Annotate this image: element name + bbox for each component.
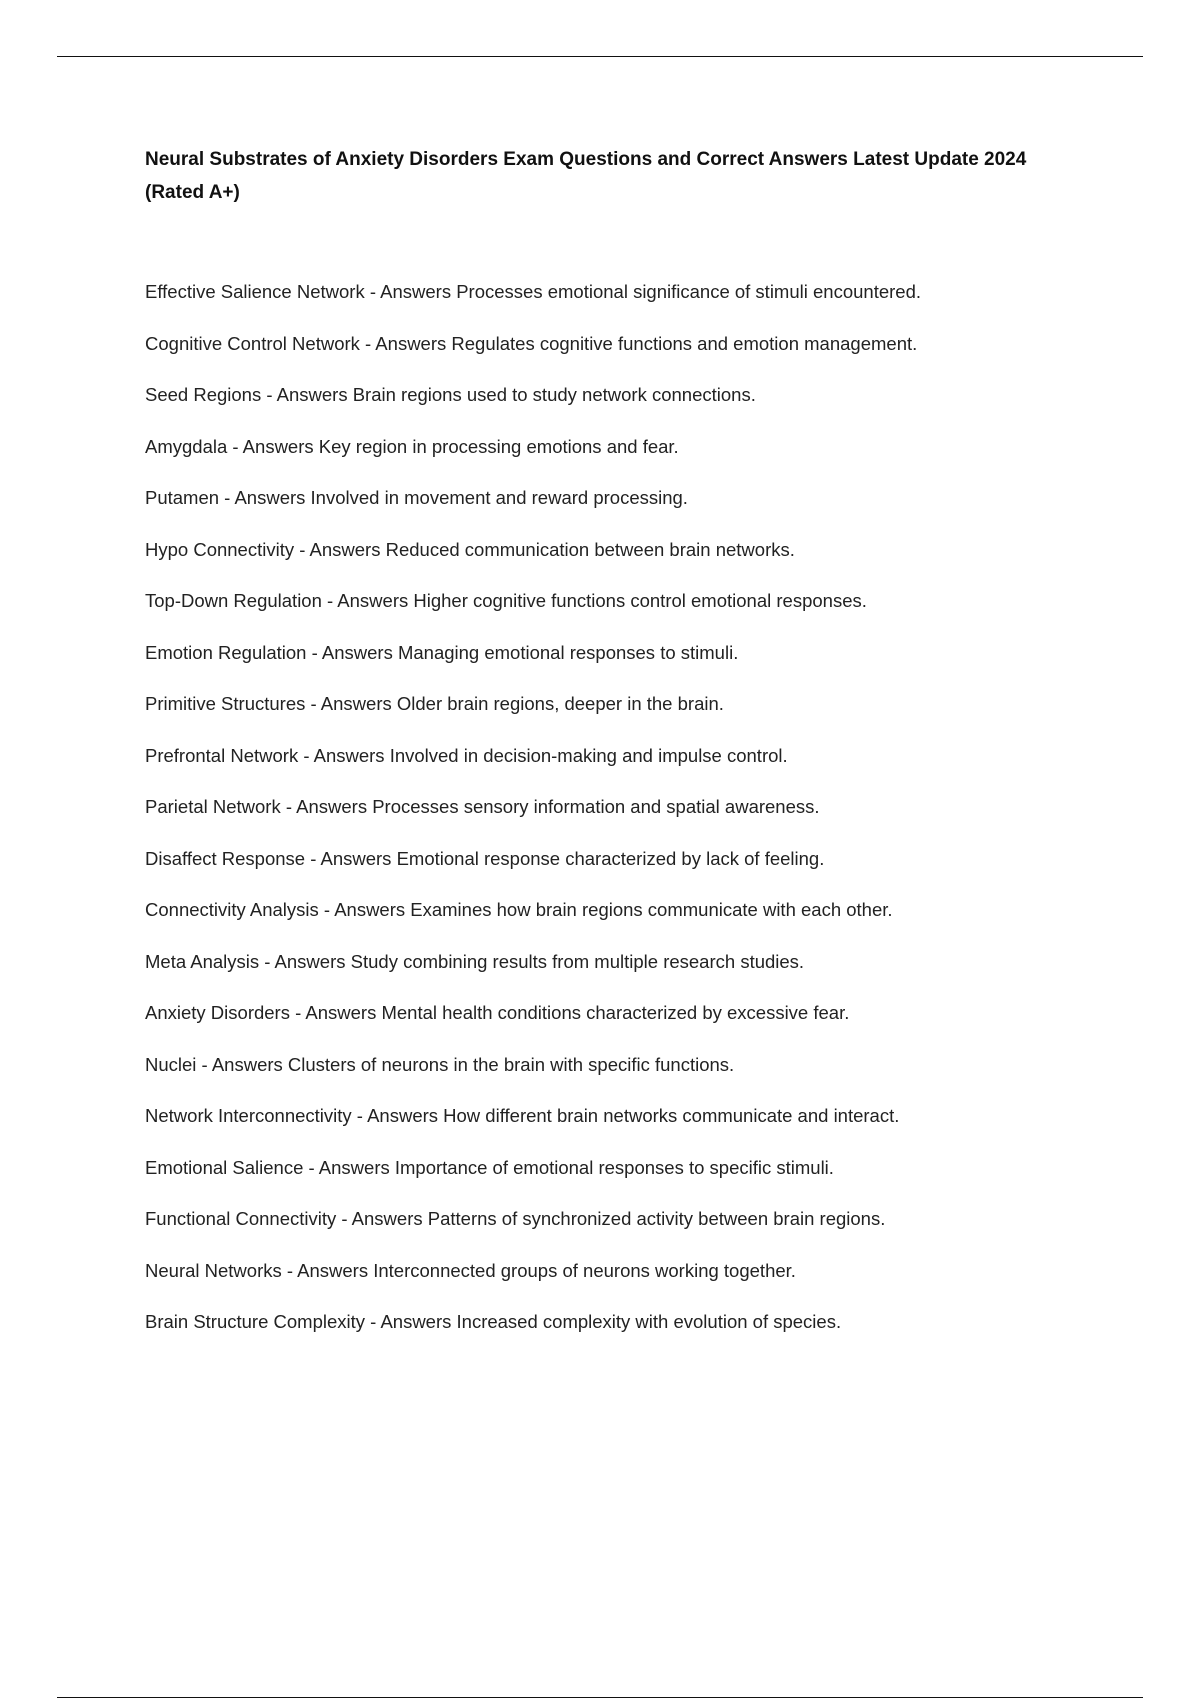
qa-item: Anxiety Disorders - Answers Mental health conditions characterized by excessive fear. — [145, 1002, 850, 1023]
qa-item: Network Interconnectivity - Answers How different brain networks communicate and interact. — [145, 1105, 900, 1126]
top-rule — [57, 56, 1143, 57]
qa-item: Primitive Structures - Answers Older brain regions, deeper in the brain. — [145, 693, 724, 714]
qa-item: Cognitive Control Network - Answers Regulates cognitive functions and emotion management. — [145, 332, 918, 354]
qa-item: Parietal Network - Answers Processes sensory information and spatial awareness. — [145, 796, 820, 817]
document-title: Neural Substrates of Anxiety Disorders Exam Questions and Correct Answers Latest Update 2024 (Rated A+) — [145, 149, 1027, 203]
qa-item: Emotional Salience - Answers Importance of emotional responses to specific stimuli. — [145, 1156, 834, 1178]
qa-item: Functional Connectivity - Answers Patterns of synchronized activity between brain regions. — [145, 1208, 886, 1229]
qa-list — [145, 278, 1105, 1360]
qa-item: Amygdala - Answers Key region in processing emotions and fear. — [145, 435, 679, 457]
qa-item: Neural Networks - Answers Interconnected groups of neurons working together. — [145, 1259, 796, 1281]
qa-item: Hypo Connectivity - Answers Reduced communication between brain networks. — [145, 538, 795, 560]
qa-item: Disaffect Response - Answers Emotional response characterized by lack of feeling. — [145, 847, 825, 869]
qa-item: Effective Salience Network - Answers Processes emotional significance of stimuli encountered. — [145, 281, 921, 302]
qa-item: Connectivity Analysis - Answers Examines how brain regions communicate with each other. — [145, 899, 893, 920]
qa-item: Emotion Regulation - Answers Managing emotional responses to stimuli. — [145, 641, 739, 663]
qa-item: Meta Analysis - Answers Study combining results from multiple research studies. — [145, 950, 805, 972]
qa-item: Brain Structure Complexity - Answers Increased complexity with evolution of species. — [145, 1311, 842, 1332]
bottom-rule — [57, 1697, 1143, 1698]
qa-item: Nuclei - Answers Clusters of neurons in the brain with specific functions. — [145, 1053, 735, 1075]
qa-item: Seed Regions - Answers Brain regions used to study network connections. — [145, 384, 756, 405]
qa-item: Putamen - Answers Involved in movement and reward processing. — [145, 487, 688, 508]
qa-item: Top-Down Regulation - Answers Higher cognitive functions control emotional responses. — [145, 590, 867, 611]
qa-item: Prefrontal Network - Answers Involved in decision-making and impulse control. — [145, 744, 788, 766]
